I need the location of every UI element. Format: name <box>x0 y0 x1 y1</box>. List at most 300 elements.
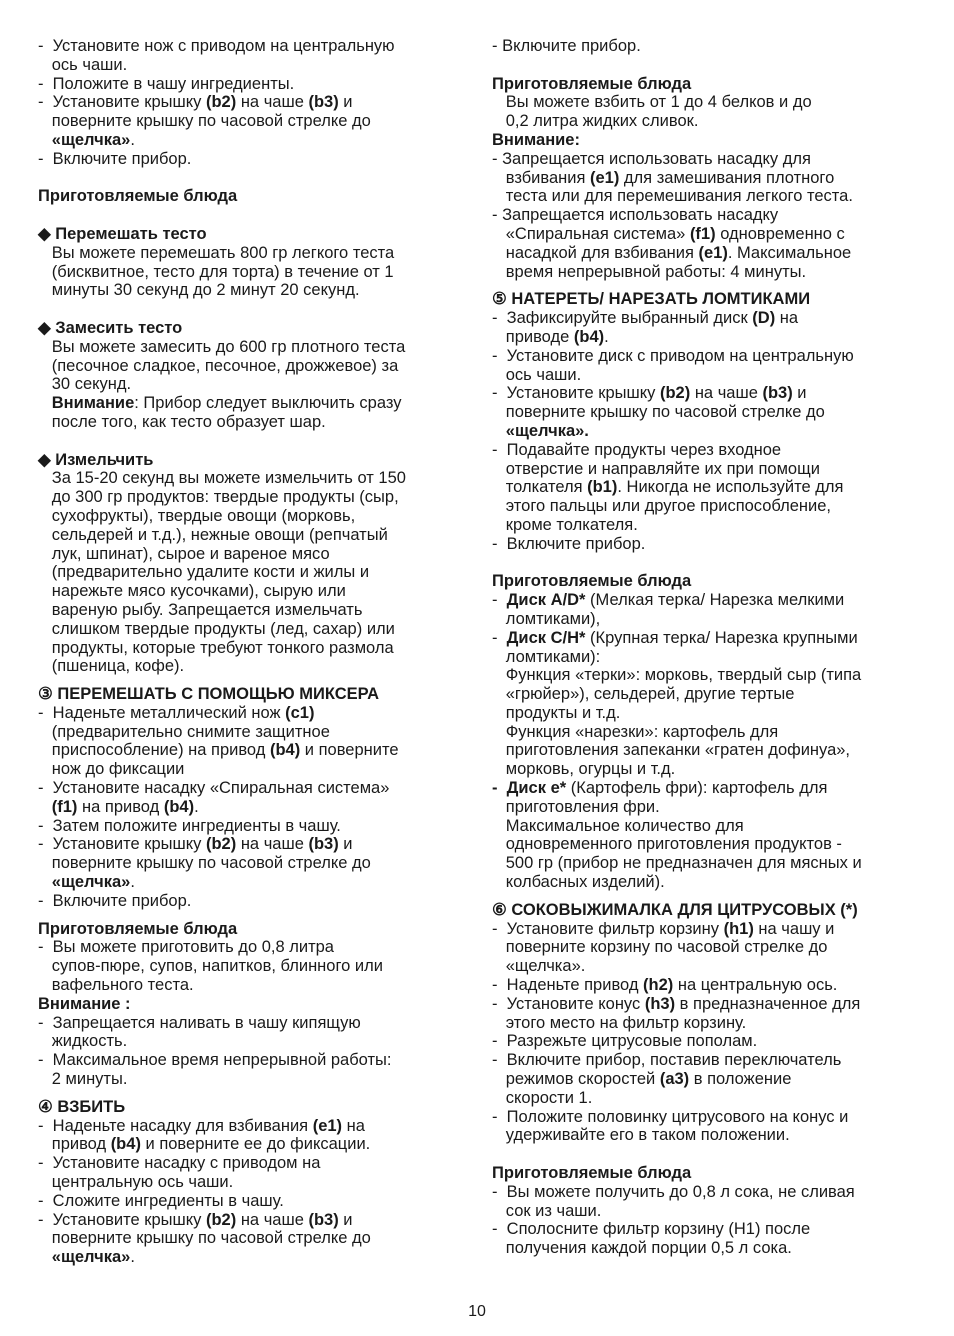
bold-text: Приготовляемые блюда <box>38 187 238 206</box>
text: «щелчка». <box>492 957 586 976</box>
text-line <box>38 704 468 723</box>
text-line <box>492 460 922 479</box>
text: - Вы можете приготовить до 0,8 литра <box>38 938 334 957</box>
text: . <box>604 327 609 346</box>
text-line <box>492 957 922 976</box>
bold-text: ◆ Замесить тесто <box>38 318 183 337</box>
text: : Прибор следует выключить сразу <box>134 394 402 413</box>
text-line <box>492 648 922 667</box>
text: на чашу и <box>753 919 835 938</box>
text: одновременного приготовления продуктов - <box>492 835 842 854</box>
text: Вы можете перемешать 800 гр легкого теста <box>38 243 395 262</box>
spacer <box>38 300 468 319</box>
bold-text: (e1) <box>312 1116 343 1135</box>
text: - Включите прибор. <box>492 534 646 553</box>
text-line <box>38 1032 468 1051</box>
text: колбасных изделий). <box>492 873 665 892</box>
text-line <box>492 1126 922 1145</box>
text-line <box>492 938 922 957</box>
text-line <box>38 112 468 131</box>
text-line <box>38 75 468 94</box>
text-line <box>492 309 922 328</box>
text-line <box>492 328 922 347</box>
text: и <box>338 1210 353 1229</box>
text: - Наденьте насадку для взбивания <box>38 1116 313 1135</box>
text-line <box>38 976 468 995</box>
text-line <box>492 1051 922 1070</box>
text-line <box>492 817 922 836</box>
text: . <box>130 1248 135 1267</box>
text: - Зафиксируйте выбранный диск <box>492 309 753 328</box>
text: продукты и т.д. <box>492 703 621 722</box>
text-line <box>492 901 922 920</box>
bold-text: «щелчка» <box>51 130 131 149</box>
bold-text: «щелчка» <box>51 873 131 892</box>
text-line <box>38 394 468 413</box>
text: режимов скоростей <box>492 1070 660 1089</box>
text: на чаше <box>236 835 309 854</box>
text <box>38 394 52 412</box>
text: поверните крышку по часовой стрелке до <box>38 1229 371 1248</box>
text: приводе <box>492 327 574 346</box>
text: - Максимальное время непрерывной работы: <box>38 1051 392 1070</box>
spacer <box>38 1089 468 1098</box>
bold-text: Приготовляемые блюда <box>492 74 692 93</box>
text: (предварительно удалите кости и жилы и <box>38 563 370 582</box>
text: насадкой для взбивания <box>492 243 699 262</box>
text-line <box>38 37 468 56</box>
right-column <box>492 37 922 1258</box>
text-line <box>38 1192 468 1211</box>
text: в положение <box>689 1070 792 1089</box>
text: толкателя <box>492 478 588 497</box>
spacer <box>38 676 468 685</box>
bold-text: (b2) <box>205 835 237 854</box>
text-line <box>492 685 922 704</box>
text: Вы можете взбить от 1 до 4 белков и до <box>492 93 812 112</box>
bold-text: (b4) <box>269 741 301 760</box>
text: - Наденьте металлический нож <box>38 703 286 722</box>
text: 2 минуты. <box>38 1070 128 1089</box>
text: супов-пюре, супов, напитков, блинного или <box>38 957 383 976</box>
text-line <box>38 563 468 582</box>
text-line <box>38 1135 468 1154</box>
text-line <box>492 206 922 225</box>
text: нож до фиксации <box>38 760 185 779</box>
spacer <box>38 911 468 920</box>
text: и <box>338 835 353 854</box>
text: . <box>194 797 199 816</box>
text-line <box>492 741 922 760</box>
text-line <box>38 798 468 817</box>
text-line <box>38 263 468 282</box>
text-line <box>38 451 468 470</box>
text: - Установите крышку <box>38 1210 206 1229</box>
text: минуты 30 секунд до 2 минут 20 секунд. <box>38 281 360 300</box>
text-line <box>492 244 922 263</box>
text-line <box>38 187 468 206</box>
text-line <box>38 338 468 357</box>
text-line <box>492 37 922 56</box>
text-line <box>38 835 468 854</box>
text: - Положите в чашу ингредиенты. <box>38 74 295 93</box>
text: ломтиками): <box>492 647 601 666</box>
spacer <box>492 1145 922 1164</box>
text: - Установите фильтр корзину <box>492 919 724 938</box>
text-line <box>38 545 468 564</box>
text: (Картофель фри): картофель для <box>566 779 828 798</box>
text: - <box>492 591 507 610</box>
text: - Включите прибор. <box>492 37 641 55</box>
bold-text: - Диск e* <box>492 779 567 798</box>
bold-text: Диск C/H* <box>506 628 586 647</box>
text-line <box>492 723 922 742</box>
spacer <box>492 56 922 75</box>
text-line <box>38 685 468 704</box>
text-line <box>38 319 468 338</box>
text: для замешивания плотного <box>619 168 835 187</box>
bold-text: ⑥ СОКОВЫЖИМАЛКА ДЛЯ ЦИТРУСОВЫХ (*) <box>492 900 858 919</box>
text-line <box>492 347 922 366</box>
text-line <box>492 441 922 460</box>
text: - Установите насадку с приводом на <box>38 1154 321 1173</box>
text: Вы можете замесить до 600 гр плотного теста <box>38 337 406 356</box>
text-line <box>492 497 922 516</box>
text-line <box>38 873 468 892</box>
text-line <box>38 131 468 150</box>
text: этого пальцы или другое приспособление, <box>492 497 832 516</box>
text: (Мелкая терка/ Нарезка мелкими <box>585 591 845 610</box>
text: - Положите половинку цитрусового на конус и <box>492 1107 849 1126</box>
text: . Никогда не используйте для <box>617 478 844 497</box>
text: - Наденьте привод <box>492 976 644 995</box>
bold-text: (h2) <box>643 976 674 995</box>
bold-text: Внимание : <box>38 994 131 1013</box>
text-line <box>492 610 922 629</box>
text <box>38 798 52 816</box>
text: (пшеница, кофе). <box>38 657 185 676</box>
bold-text: «щелчка» <box>51 1248 131 1267</box>
text-line <box>492 629 922 648</box>
text: - Установите насадку «Спиральная система» <box>38 779 390 798</box>
text-line <box>38 1117 468 1136</box>
text-line <box>38 1051 468 1070</box>
text: . <box>130 130 135 149</box>
text <box>38 1248 52 1266</box>
text: (песочное сладкое, песочное, дрожжевое) за <box>38 356 399 375</box>
text: - Запрещается использовать насадку для <box>492 149 811 168</box>
text-line <box>492 384 922 403</box>
text: на <box>775 309 799 328</box>
text: «Спиральная система» <box>492 224 690 243</box>
text: - <box>492 628 507 647</box>
text-line <box>492 1032 922 1051</box>
text-line <box>38 1098 468 1117</box>
bold-text: Приготовляемые блюда <box>492 1164 692 1183</box>
text-line <box>492 873 922 892</box>
text: ломтиками), <box>492 609 601 628</box>
text-line <box>492 112 922 131</box>
bold-text: (b3) <box>308 1210 339 1229</box>
text-line <box>38 526 468 545</box>
text-line <box>38 375 468 394</box>
text: приспособление) на привод <box>38 741 270 760</box>
text-line <box>492 666 922 685</box>
text <box>492 422 506 440</box>
bold-text: (b4) <box>110 1135 141 1154</box>
text-line <box>38 1014 468 1033</box>
text: в предназначенное для <box>675 994 861 1013</box>
bold-text: (b4) <box>163 797 195 816</box>
text: поверните корзину по часовой стрелке до <box>492 938 828 957</box>
text-line <box>492 976 922 995</box>
text-line <box>492 704 922 723</box>
text: теста или для перемешивания легкого теста. <box>492 187 853 206</box>
text: ось чаши. <box>38 55 128 74</box>
text-line <box>38 620 468 639</box>
text: время непрерывной работы: 4 минуты. <box>492 262 807 281</box>
text: удерживайте его в таком положении. <box>492 1126 790 1145</box>
text: привод <box>38 1135 111 1154</box>
text: - Установите нож с приводом на центральную <box>38 37 395 55</box>
bold-text: (h3) <box>644 994 676 1013</box>
text: и <box>338 93 353 112</box>
text: . Максимальное <box>727 243 852 262</box>
text: после того, как тесто образует шар. <box>38 412 326 431</box>
text: «грюйер»), сельдерей, другие тертые <box>492 685 795 704</box>
bold-text: Приготовляемые блюда <box>492 572 692 591</box>
text: - Запрещается использовать насадку <box>492 206 779 225</box>
text-line <box>492 995 922 1014</box>
text-line <box>38 657 468 676</box>
bold-text: ⑤ НАТЕРЕТЬ/ НАРЕЗАТЬ ЛОМТИКАМИ <box>492 290 811 309</box>
text: (Крупная терка/ Нарезка крупными <box>585 628 858 647</box>
text-line <box>492 1202 922 1221</box>
text-line <box>38 507 468 526</box>
text: Максимальное количество для <box>492 816 744 835</box>
text-line <box>492 225 922 244</box>
text: - Сложите ингредиенты в чашу. <box>38 1191 284 1210</box>
bold-text: Приготовляемые блюда <box>38 919 238 938</box>
text: скорости 1. <box>492 1088 593 1107</box>
bold-text: (e1) <box>698 243 728 262</box>
bold-text: Диск A/D* <box>506 591 586 610</box>
text: - Установите конус <box>492 994 645 1013</box>
text: . <box>130 873 135 892</box>
text-line <box>38 244 468 263</box>
text: на чаше <box>236 93 309 112</box>
text: - Вы можете получить до 0,8 л сока, не сливая <box>492 1182 855 1201</box>
text-line <box>38 920 468 939</box>
text-line <box>492 1070 922 1089</box>
text-line <box>492 403 922 422</box>
text-line <box>38 854 468 873</box>
text-line <box>492 93 922 112</box>
text-line <box>492 169 922 188</box>
bold-text: ④ ВЗБИТЬ <box>38 1097 126 1116</box>
left-column <box>38 37 468 1267</box>
text: ось чаши. <box>492 365 582 384</box>
text-line <box>492 263 922 282</box>
text: взбивания <box>492 168 590 187</box>
text: - Подавайте продукты через входное <box>492 440 782 459</box>
text-line <box>38 225 468 244</box>
text-line <box>492 854 922 873</box>
spacer <box>492 554 922 573</box>
text: и <box>792 384 807 403</box>
text-line <box>38 1229 468 1248</box>
text-line <box>492 920 922 939</box>
bold-text: (b1) <box>587 478 618 497</box>
text: центральную ось чаши. <box>38 1173 234 1192</box>
text-line <box>38 1248 468 1267</box>
text <box>38 131 52 149</box>
text: на чаше <box>236 1210 309 1229</box>
text: сок из чаши. <box>492 1201 602 1220</box>
text-line <box>492 1239 922 1258</box>
text: жидкость. <box>38 1032 128 1051</box>
spacer <box>38 169 468 188</box>
text-line <box>38 601 468 620</box>
text-line <box>38 488 468 507</box>
text: и поверните ее до фиксации. <box>140 1135 371 1154</box>
text: до 300 гр продуктов: твердые продукты (сыр, <box>38 488 399 507</box>
text-line <box>38 1154 468 1173</box>
text: - Установите крышку <box>38 835 206 854</box>
bold-text: (b3) <box>762 384 793 403</box>
bold-text: ◆ Перемешать тесто <box>38 224 207 243</box>
text-line <box>38 469 468 488</box>
text: (бисквитное, тесто для торта) в течение от 1 <box>38 262 394 281</box>
text-line <box>38 995 468 1014</box>
text-line <box>38 1211 468 1230</box>
text: - Сполосните фильтр корзину (H1) после <box>492 1220 811 1239</box>
text-line <box>492 1164 922 1183</box>
text: 500 гр (прибор не предназначен для мясных и <box>492 854 862 873</box>
bold-text: (a3) <box>659 1070 690 1089</box>
bold-text: (f1) <box>689 224 716 243</box>
text-line <box>492 422 922 441</box>
text-line <box>38 938 468 957</box>
bold-text: ◆ Измельчить <box>38 450 154 469</box>
bold-text: (b3) <box>308 93 339 112</box>
text: 30 секунд. <box>38 375 132 394</box>
spacer <box>492 281 922 290</box>
text: получения каждой порции 0,5 л сока. <box>492 1239 792 1258</box>
text: - Запрещается наливать в чашу кипящую <box>38 1013 361 1032</box>
bold-text: «щелчка». <box>505 421 589 440</box>
text <box>38 873 52 891</box>
bold-text: (b4) <box>573 327 605 346</box>
text: на привод <box>77 797 164 816</box>
bold-text: (D) <box>752 309 776 328</box>
spacer <box>492 892 922 901</box>
text-line <box>492 1108 922 1127</box>
text: приготовления фри. <box>492 797 660 816</box>
text-line <box>38 760 468 779</box>
text-line <box>38 723 468 742</box>
bold-text: ③ ПЕРЕМЕШАТЬ С ПОМОЩЬЮ МИКСЕРА <box>38 685 380 704</box>
text-line <box>492 1220 922 1239</box>
text-line <box>38 357 468 376</box>
text: продукты, которые требуют тонкого размола <box>38 638 394 657</box>
text-line <box>38 281 468 300</box>
bold-text: (f1) <box>51 797 78 816</box>
text-line <box>38 741 468 760</box>
text-line <box>492 1014 922 1033</box>
text: нарежьте мясо кусочками), сырую или <box>38 582 346 601</box>
text: сухофрукты), твердые овощи (морковь, <box>38 506 356 525</box>
text-line <box>492 1183 922 1202</box>
text-line <box>38 892 468 911</box>
text: Функция «терки»: морковь, твердый сыр (типа <box>492 666 862 685</box>
text-line <box>38 957 468 976</box>
text-line <box>492 779 922 798</box>
text-line <box>492 591 922 610</box>
bold-text: Внимание: <box>492 130 580 149</box>
bold-text: (c1) <box>285 703 315 722</box>
text: (предварительно снимите защитное <box>38 722 330 741</box>
bold-text: Внимание <box>51 394 135 413</box>
text-line <box>38 582 468 601</box>
text: на <box>342 1116 365 1135</box>
text: отверстие и направляйте их при помощи <box>492 459 820 478</box>
text: - Включите прибор. <box>38 891 192 910</box>
text-line <box>492 798 922 817</box>
spacer <box>38 206 468 225</box>
text: вафельного теста. <box>38 976 194 995</box>
text: поверните крышку по часовой стрелке до <box>38 854 371 873</box>
text: лук, шпинат), сырое и вареное мясо <box>38 544 330 563</box>
text-line <box>492 1089 922 1108</box>
text-line <box>492 187 922 206</box>
text-line <box>38 93 468 112</box>
bold-text: (b3) <box>308 835 339 854</box>
text: вареную рыбу. Запрещается измельчать <box>38 600 363 619</box>
text: - Установите крышку <box>38 93 206 112</box>
text: За 15-20 секунд вы можете измельчить от 150 <box>38 469 406 488</box>
page-number: 10 <box>468 1303 486 1320</box>
text-line <box>492 835 922 854</box>
text: - Установите крышку <box>492 384 660 403</box>
text-line <box>492 131 922 150</box>
text: и поверните <box>300 741 399 760</box>
text-line <box>492 516 922 535</box>
text: - Включите прибор. <box>38 149 192 168</box>
text: кроме толкателя. <box>492 515 638 534</box>
text: - Разрежьте цитрусовые пополам. <box>492 1032 758 1051</box>
text-line <box>492 366 922 385</box>
text-line <box>38 1070 468 1089</box>
text-line <box>38 1173 468 1192</box>
bold-text: (b2) <box>205 1210 237 1229</box>
bold-text: (e1) <box>590 168 620 187</box>
text: 0,2 литра жидких сливок. <box>492 112 699 131</box>
text: поверните крышку по часовой стрелке до <box>492 403 825 422</box>
text: на чаше <box>690 384 763 403</box>
bold-text: (b2) <box>205 93 237 112</box>
text-line <box>38 56 468 75</box>
text-line <box>492 290 922 309</box>
bold-text: (b2) <box>659 384 691 403</box>
text-line <box>38 413 468 432</box>
text-line <box>38 150 468 169</box>
text: - Включите прибор, поставив переключатель <box>492 1051 842 1070</box>
text: сельдерей и т.д.), нежные овощи (репчатый <box>38 525 388 544</box>
text: поверните крышку по часовой стрелке до <box>38 112 371 131</box>
text-line <box>492 760 922 779</box>
text-line <box>492 150 922 169</box>
